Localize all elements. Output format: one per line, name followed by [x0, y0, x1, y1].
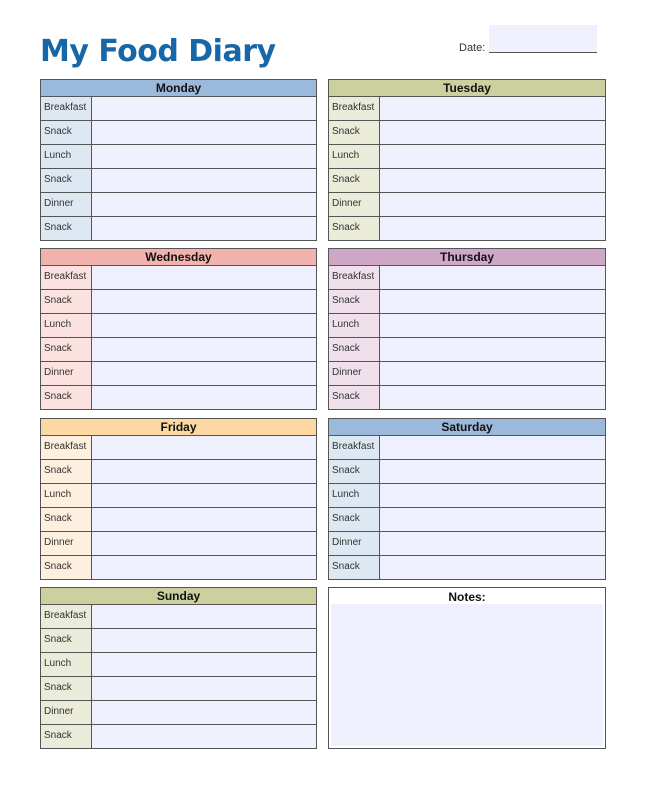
meal-row — [41, 677, 316, 701]
meal-row — [41, 460, 316, 484]
meal-row — [41, 556, 316, 579]
meal-row — [329, 217, 605, 240]
meal-row — [41, 605, 316, 629]
meal-label: Breakfast — [329, 436, 380, 459]
meal-label: Snack — [329, 217, 380, 240]
meal-entry-field[interactable] — [92, 121, 316, 144]
date-field[interactable] — [489, 25, 597, 53]
meal-entry-field[interactable] — [380, 169, 605, 192]
meal-row — [41, 314, 316, 338]
meal-row — [41, 653, 316, 677]
meal-label: Snack — [329, 169, 380, 192]
meal-entry-field[interactable] — [92, 97, 316, 120]
meal-label: Snack — [41, 386, 92, 409]
meal-entry-field[interactable] — [92, 338, 316, 361]
meal-label: Snack — [41, 169, 92, 192]
meal-entry-field[interactable] — [380, 290, 605, 313]
meal-row — [41, 193, 316, 217]
day-header: Wednesday — [41, 249, 316, 266]
meal-row — [329, 290, 605, 314]
meal-row — [329, 362, 605, 386]
meal-label: Snack — [41, 725, 92, 748]
meal-entry-field[interactable] — [380, 121, 605, 144]
meal-row — [329, 484, 605, 508]
meal-label: Lunch — [329, 145, 380, 168]
meal-entry-field[interactable] — [380, 217, 605, 240]
meal-entry-field[interactable] — [380, 436, 605, 459]
meal-row — [329, 169, 605, 193]
meal-row — [329, 436, 605, 460]
meal-label: Snack — [329, 508, 380, 531]
meal-label: Dinner — [329, 532, 380, 555]
meal-entry-field[interactable] — [380, 556, 605, 579]
day-block-saturday — [328, 418, 606, 580]
meal-entry-field[interactable] — [380, 193, 605, 216]
meal-label: Breakfast — [41, 605, 92, 628]
meal-label: Dinner — [41, 701, 92, 724]
meal-label: Snack — [41, 217, 92, 240]
meal-entry-field[interactable] — [92, 508, 316, 531]
day-header: Sunday — [41, 588, 316, 605]
day-block-thursday — [328, 248, 606, 410]
day-block-tuesday — [328, 79, 606, 241]
meal-label: Breakfast — [329, 97, 380, 120]
meal-entry-field[interactable] — [92, 314, 316, 337]
meal-entry-field[interactable] — [92, 725, 316, 748]
day-header: Saturday — [329, 419, 605, 436]
meal-entry-field[interactable] — [92, 629, 316, 652]
meal-label: Snack — [329, 121, 380, 144]
meal-label: Snack — [41, 508, 92, 531]
meal-entry-field[interactable] — [380, 97, 605, 120]
day-block-monday — [40, 79, 317, 241]
meal-entry-field[interactable] — [92, 193, 316, 216]
notes-block — [328, 587, 606, 749]
meal-label: Snack — [329, 556, 380, 579]
meal-label: Breakfast — [41, 97, 92, 120]
meal-row — [329, 460, 605, 484]
meal-label: Lunch — [41, 653, 92, 676]
meal-label: Lunch — [329, 484, 380, 507]
meal-row — [41, 484, 316, 508]
meal-row — [41, 266, 316, 290]
meal-label: Snack — [329, 460, 380, 483]
meal-label: Snack — [41, 290, 92, 313]
meal-row — [41, 701, 316, 725]
meal-row — [329, 314, 605, 338]
day-block-sunday — [40, 587, 317, 749]
day-header: Friday — [41, 419, 316, 436]
day-block-friday — [40, 418, 317, 580]
meal-row — [329, 121, 605, 145]
meal-row — [329, 97, 605, 121]
meal-row — [41, 362, 316, 386]
meal-entry-field[interactable] — [380, 314, 605, 337]
meal-row — [329, 145, 605, 169]
meal-entry-field[interactable] — [92, 386, 316, 409]
meal-row — [41, 290, 316, 314]
meal-entry-field[interactable] — [380, 386, 605, 409]
meal-row — [41, 169, 316, 193]
meal-label: Dinner — [41, 532, 92, 555]
meal-entry-field[interactable] — [380, 484, 605, 507]
meal-label: Lunch — [41, 484, 92, 507]
meal-label: Snack — [41, 338, 92, 361]
meal-row — [329, 386, 605, 409]
meal-entry-field[interactable] — [92, 532, 316, 555]
meal-entry-field[interactable] — [92, 653, 316, 676]
meal-row — [41, 145, 316, 169]
meal-row — [41, 386, 316, 409]
meal-label: Lunch — [41, 145, 92, 168]
meal-entry-field[interactable] — [92, 266, 316, 289]
meal-row — [329, 556, 605, 579]
meal-label: Snack — [41, 460, 92, 483]
meal-row — [41, 508, 316, 532]
meal-entry-field[interactable] — [380, 266, 605, 289]
meal-label: Snack — [41, 556, 92, 579]
meal-entry-field[interactable] — [380, 338, 605, 361]
meal-label: Dinner — [329, 362, 380, 385]
meal-entry-field[interactable] — [92, 605, 316, 628]
meal-row — [329, 266, 605, 290]
meal-label: Snack — [41, 677, 92, 700]
page-title: My Food Diary — [40, 34, 276, 69]
meal-entry-field[interactable] — [380, 145, 605, 168]
meal-row — [41, 629, 316, 653]
notes-textarea[interactable] — [331, 604, 603, 746]
day-header: Thursday — [329, 249, 605, 266]
meal-entry-field[interactable] — [92, 677, 316, 700]
meal-entry-field[interactable] — [92, 145, 316, 168]
meal-entry-field[interactable] — [92, 362, 316, 385]
meal-entry-field[interactable] — [92, 556, 316, 579]
meal-row — [329, 508, 605, 532]
meal-label: Dinner — [41, 362, 92, 385]
meal-entry-field[interactable] — [380, 508, 605, 531]
meal-label: Lunch — [329, 314, 380, 337]
meal-entry-field[interactable] — [92, 701, 316, 724]
meal-label: Lunch — [41, 314, 92, 337]
meal-row — [329, 193, 605, 217]
meal-label: Dinner — [41, 193, 92, 216]
day-block-wednesday — [40, 248, 317, 410]
meal-entry-field[interactable] — [92, 484, 316, 507]
meal-row — [41, 725, 316, 748]
meal-row — [41, 121, 316, 145]
meal-label: Dinner — [329, 193, 380, 216]
meal-entry-field[interactable] — [92, 290, 316, 313]
meal-entry-field[interactable] — [380, 532, 605, 555]
meal-row — [329, 532, 605, 556]
meal-label: Snack — [329, 386, 380, 409]
meal-label: Breakfast — [41, 436, 92, 459]
day-header: Monday — [41, 80, 316, 97]
meal-row — [41, 97, 316, 121]
meal-label: Breakfast — [329, 266, 380, 289]
meal-row — [41, 217, 316, 240]
day-header: Tuesday — [329, 80, 605, 97]
meal-label: Snack — [41, 121, 92, 144]
date-section — [459, 25, 599, 55]
meal-entry-field[interactable] — [92, 460, 316, 483]
meal-label: Snack — [329, 290, 380, 313]
meal-label: Breakfast — [41, 266, 92, 289]
notes-label: Notes: — [448, 590, 486, 604]
meal-row — [41, 436, 316, 460]
meal-row — [41, 532, 316, 556]
meal-entry-field[interactable] — [92, 436, 316, 459]
meal-row — [329, 338, 605, 362]
meal-row — [41, 338, 316, 362]
meal-label: Snack — [329, 338, 380, 361]
meal-entry-field[interactable] — [380, 460, 605, 483]
meal-label: Snack — [41, 629, 92, 652]
date-label: Date: — [459, 42, 486, 54]
meal-entry-field[interactable] — [92, 217, 316, 240]
meal-entry-field[interactable] — [92, 169, 316, 192]
meal-entry-field[interactable] — [380, 362, 605, 385]
